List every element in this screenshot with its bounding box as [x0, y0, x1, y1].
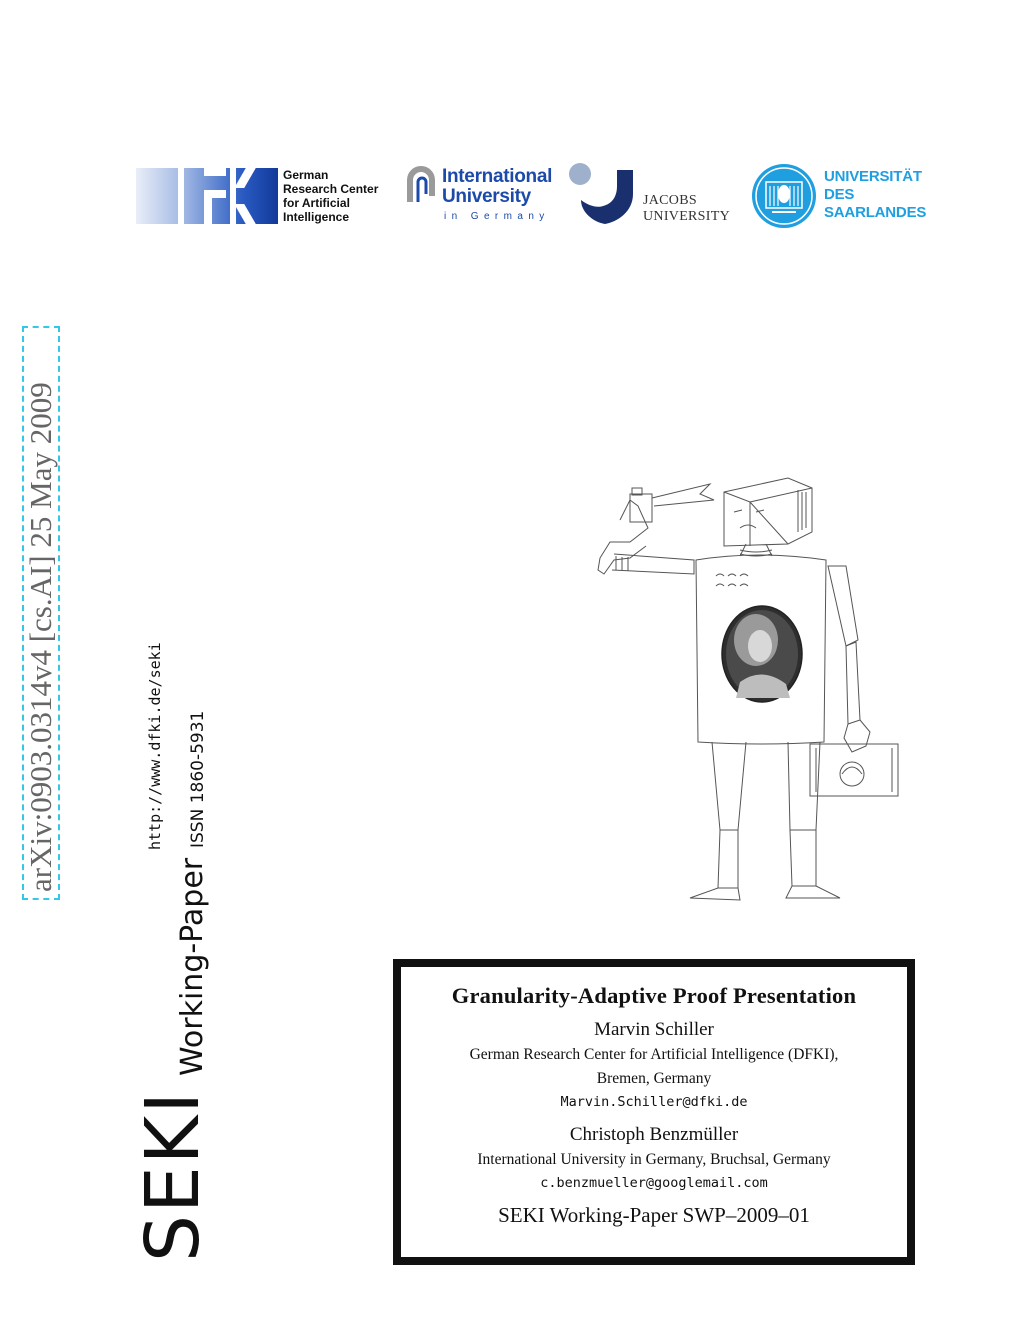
- portrait-medallion: [722, 606, 802, 702]
- author1-affiliation-line1: German Research Center for Artificial Intelligence (DFKI),: [469, 1046, 839, 1063]
- dfki-logo-text: German Research Center for Artificial Intelligence: [283, 168, 379, 224]
- author1-name: Marvin Schiller: [594, 1019, 714, 1040]
- author1-affiliation-line2: Bremen, Germany: [596, 1070, 712, 1087]
- author2-name: Christoph Benzmüller: [569, 1124, 739, 1145]
- iu-logo-line2: University: [442, 186, 531, 207]
- series-number: SEKI Working-Paper SWP–2009–01: [498, 1203, 810, 1227]
- iu-logo-line1: International: [442, 166, 553, 187]
- saarland-logo-text: UNIVERSITÄT DES SAARLANDES: [824, 168, 927, 221]
- seki-url-link[interactable]: http://www.dfki.de/seki: [146, 642, 164, 850]
- robot-suitcase: [810, 744, 898, 796]
- jacobs-shield-icon: [567, 160, 637, 226]
- series-type-label: Working-Paper: [175, 857, 210, 1076]
- dfki-logo: [136, 168, 388, 226]
- jacobs-logo-text: JACOBS UNIVERSITY: [643, 193, 730, 224]
- issn-number: ISSN 1860-5931: [188, 710, 208, 848]
- author1-email-link[interactable]: Marvin.Schiller@dfki.de: [560, 1094, 748, 1110]
- dfki-mark-icon: [136, 168, 278, 224]
- iu-logo: [404, 164, 554, 226]
- arxiv-stamp: arXiv:0903.0314v4 [cs.AI] 25 May 2009: [22, 326, 60, 900]
- saarland-logo: [752, 162, 927, 228]
- iu-arch-icon: [406, 166, 436, 204]
- iu-logo-line3: in Germany: [444, 211, 550, 222]
- author2-email-link[interactable]: c.benzmueller@googlemail.com: [540, 1175, 768, 1191]
- seki-wordmark: SEKI: [130, 1089, 216, 1262]
- saarland-seal-icon: [752, 164, 816, 228]
- robot-head: [724, 478, 812, 546]
- title-box: [393, 959, 915, 1265]
- paper-title: Granularity-Adaptive Proof Presentation: [451, 983, 857, 1008]
- robot-illustration: [590, 470, 910, 910]
- author2-affiliation: International University in Germany, Bruchsal, Germany: [477, 1151, 831, 1168]
- jacobs-logo: [567, 160, 742, 230]
